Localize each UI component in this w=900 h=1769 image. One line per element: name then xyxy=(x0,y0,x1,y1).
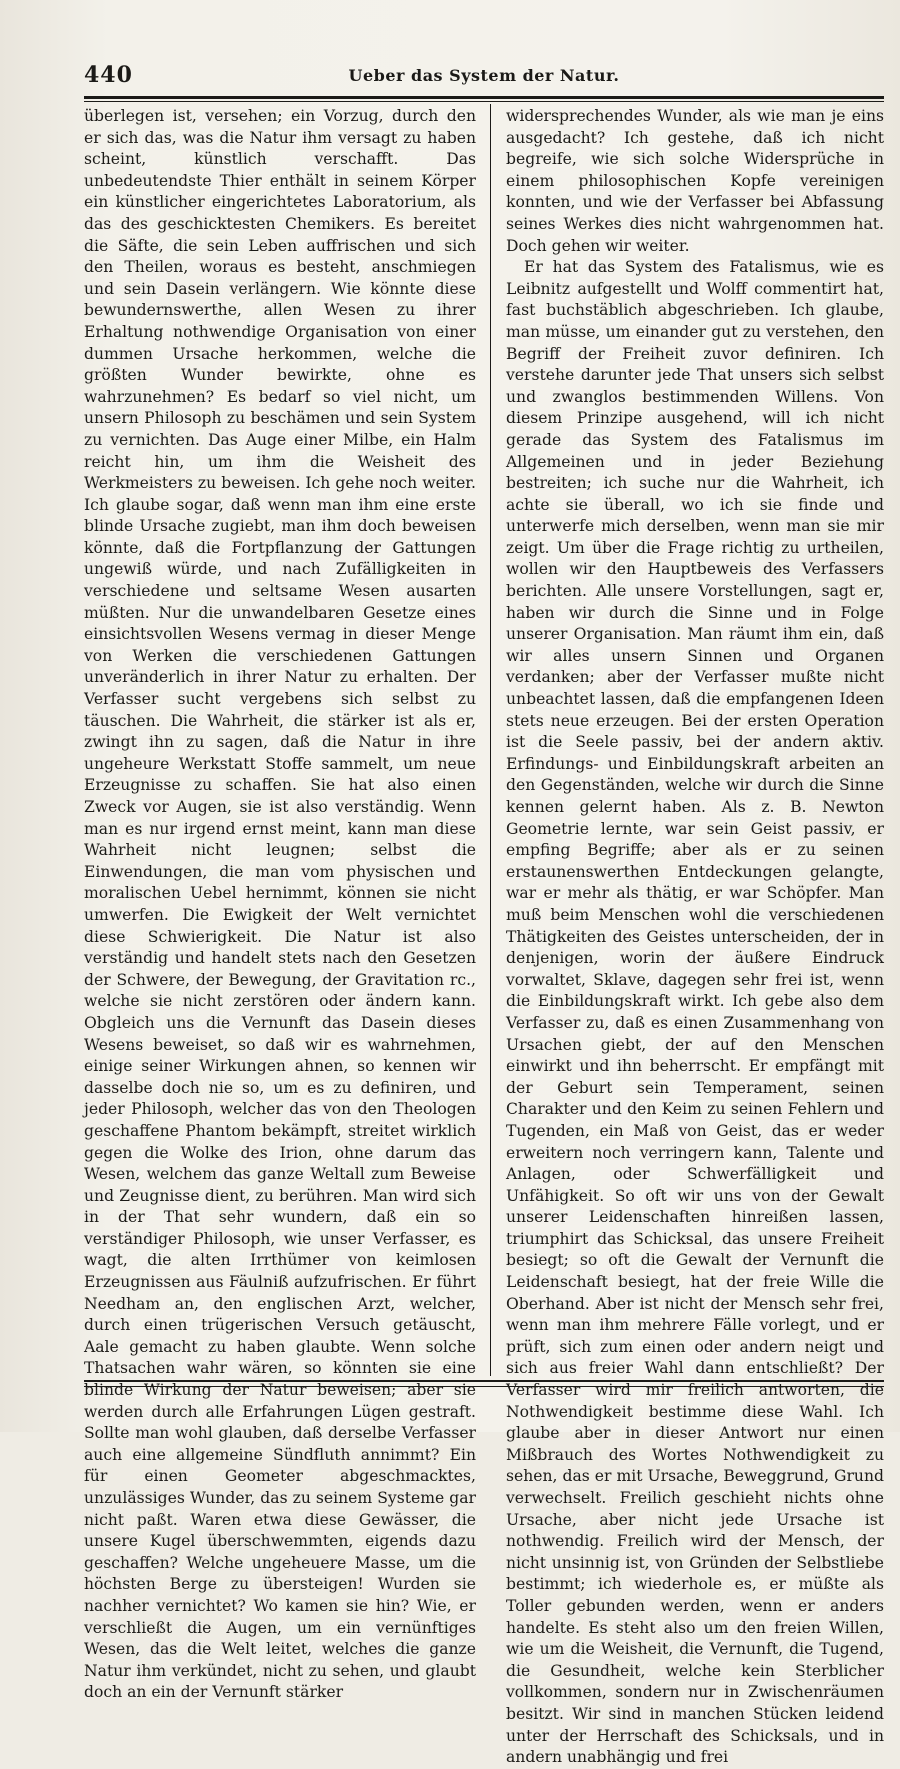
column-divider xyxy=(490,104,491,1376)
left-column xyxy=(84,106,476,1702)
footer-rule-thick xyxy=(84,1380,884,1382)
left-paragraph-1: überlegen ist, versehen; ein Vorzug, durch den er sich das, was die Natur ihm versagt zu haben scheint, künstlich verschafft. Das unbedeutendste Thier enthält in seinem Körper ein künstlicher eingerichtetes Laboratorium, als das des geschicktesten Chemikers. Es bereitet die Säfte, die sein Leben auffrischen und sich den Theilen, woraus es besteht, anschmiegen und sein Dasein verlängern. Wie könnte diese bewundernswerthe, allen Wesen zu ihrer Erhaltung nothwendige Organisation von einer dummen Ursache herkommen, welche die größten Wunder bewirkte, ohne es wahrzunehmen? Es bedarf so viel nicht, um unsern Philosoph zu beschämen und sein System zu vernichten. Das Auge einer Milbe, ein Halm reicht hin, um ihm die Weisheit des Werkmeisters zu beweisen. Ich gehe noch weiter. Ich glaube sogar, daß wenn man ihm eine erste blinde Ursache zugiebt, man ihm doch beweisen könnte, daß die Fortpflanzung der Gattungen ungewiß würde, und nach Zufälligkeiten in verschiedene und seltsame Wesen ausarten müßten. Nur die unwandelbaren Gesetze eines einsichtsvollen Wesens vermag in dieser Menge von Werken die verschiedenen Gattungen unveränderlich in ihrer Natur zu erhalten. Der Verfasser sucht vergebens sich selbst zu täuschen. Die Wahrheit, die stärker ist als er, zwingt ihn zu sagen, daß die Natur in ihre ungeheure Werkstatt Stoffe sammelt, um neue Erzeugnisse zu schaffen. Sie hat also einen Zweck vor Augen, sie ist also verständig. Wenn man es nur irgend ernst meint, kann man diese Wahrheit nicht leugnen; selbst die Einwendungen, die man vom physischen und moralischen Uebel hernimmt, können sie nicht umwerfen. Die Ewigkeit der Welt vernichtet diese Schwierigkeit. Die Natur ist also verständig und handelt stets nach den Gesetzen der Schwere, der Bewegung, der Gravitation rc., welche sie nicht zerstören oder ändern kann. Obgleich uns die Vernunft das Dasein dieses Wesens beweiset, so daß wir es wahrnehmen, einige seiner Wirkungen ahnen, so kennen wir dasselbe doch nie so, um es zu definiren, und jeder Philosoph, welcher das von den Theologen geschaffene Phantom bekämpft, streitet wirklich gegen die Wolke des Irion, ohne darum das Wesen, welchem das ganze Weltall zum Beweise und Zeugnisse dient, zu berühren. Man wird sich in der That sehr wundern, daß ein so verständiger Philosoph, wie unser Verfasser, es wagt, die alten Irrthümer von keimlosen Erzeugnissen aus Fäulniß aufzufrischen. Er führt Needham an, den englischen Arzt, welcher, durch einen trügerischen Versuch getäuscht, Aale gemacht zu haben glaubte. Wenn solche Thatsachen wahr wären, so könnten sie eine blinde Wirkung der Natur beweisen; aber sie werden durch alle Erfahrungen Lügen gestraft. Sollte man wohl glauben, daß derselbe Verfasser auch eine allgemeine Sündfluth annimmt? Ein für einen Geometer abgeschmacktes, unzulässiges Wunder, das zu seinem Systeme gar nicht paßt. Waren etwa diese Gewässer, die unsere Kugel überschwemmten, eigends dazu geschaffen? Welche ungeheuere Masse, um die höchsten Berge zu übersteigen! Wurden sie nachher vernichtet? Wo kamen sie hin? Wie, er verschließt die Augen, um ein vernünftiges Wesen, das die Welt leitet, welches die ganze Natur ihm verkündet, nicht zu sehen, und glaubt doch an ein der Vernunft stärker xyxy=(84,107,476,1702)
right-paragraph-2: Er hat das System des Fatalismus, wie es Leibnitz aufgestellt und Wolff commentirt hat, fast buchstäblich abgeschrieben. Ich glaube, man müsse, um einander gut zu verstehen, den Begriff der Freiheit zuvor definiren. Ich verstehe darunter jede That unsers sich selbst und zwanglos bestimmenden Willens. Von diesem Prinzipe ausgehend, will ich nicht gerade das System des Fatalismus im Allgemeinen und in jeder Beziehung bestreiten; ich suche nur die Wahrheit, ich achte sie überall, wo ich sie finde und unterwerfe mich derselben, wenn man sie mir zeigt. Um über die Frage richtig zu urtheilen, wollen wir den Hauptbeweis des Verfassers berichten. Alle unsere Vorstellungen, sagt er, haben wir durch die Sinne und in Folge unserer Organisation. Man räumt ihm ein, daß wir alles unsern Sinnen und Organen verdanken; aber der Verfasser mußte nicht unbeachtet lassen, daß die empfangenen Ideen stets neue erzeugen. Bei der ersten Operation ist die Seele passiv, bei der andern aktiv. Erfindungs- und Einbildungskraft arbeiten an den Gegenständen, welche wir durch die Sinne kennen gelernt haben. Als z. B. Newton Geometrie lernte, war sein Geist passiv, er empfing Begriffe; aber als er zu seinen erstaunenswerthen Entdeckungen gelangte, war er mehr als thätig, er war Schöpfer. Man muß beim Menschen wohl die verschiedenen Thätigkeiten des Geistes unterscheiden, der in denjenigen, worin der äußere Eindruck vorwaltet, Sklave, dagegen sehr frei ist, wenn die Einbildungskraft wirkt. Ich gebe also dem Verfasser zu, daß es einen Zusammenhang von Ursachen giebt, der auf den Menschen einwirkt und ihn beherrscht. Er empfängt mit der Geburt sein Temperament, seinen Charakter und den Keim zu seinen Fehlern und Tugenden, ein Maß von Geist, das er weder erweitern noch verringern kann, Talente und Anlagen, oder Schwerfälligkeit und Unfähigkeit. So oft wir uns von der Gewalt unserer Leidenschaften hinreißen lassen, triumphirt das Schicksal, das unsere Freiheit besiegt; so oft die Gewalt der Vernunft die Leidenschaft besiegt, hat der freie Wille die Oberhand. Aber ist nicht der Mensch sehr frei, wenn man ihm mehrere Fälle vorlegt, und er prüft, sich zum einen oder andern neigt und sich aus freier Wahl dann entschließt? Der Verfasser wird mir freilich antworten, die Nothwendigkeit bestimme diese Wahl. Ich glaube aber in dieser Antwort nur einen Mißbrauch des Wortes Nothwendigkeit zu sehen, das er mit Ursache, Beweggrund, Grund verwechselt. Freilich geschieht nichts ohne Ursache, aber nicht jede Ursache ist nothwendig. Freilich wird der Mensch, der nicht unsinnig ist, von Gründen der Selbstliebe bestimmt; ich wiederhole es, er müßte als Toller gebunden werden, wenn er anders handelte. Es steht also um den freien Willen, wie um die Weisheit, die Vernunft, die Tugend, die Gesundheit, welche kein Sterblicher vollkommen, sondern nur in Zwischenräumen besitzt. Wir sind in manchen Stücken leidend unter der Herrschaft des Schicksals, und in andern unabhängig und frei xyxy=(506,258,884,1767)
page-header xyxy=(84,60,884,96)
running-title: Ueber das System der Natur. xyxy=(348,66,620,85)
right-column xyxy=(506,106,884,1767)
header-rule-thick xyxy=(84,96,884,99)
footer-rule-thin xyxy=(84,1386,884,1387)
right-paragraph-1: widersprechendes Wunder, als wie man je eins ausgedacht? Ich gestehe, daß ich nicht begreife, wie sich solche Widersprüche in einem philosophischen Kopfe vereinigen konnten, und wie der Verfasser bei Abfassung seines Werkes dies nicht wahrgenommen hat. Doch gehen wir weiter. xyxy=(506,107,884,255)
page-number: 440 xyxy=(84,62,133,88)
header-rule-thin xyxy=(84,101,884,102)
